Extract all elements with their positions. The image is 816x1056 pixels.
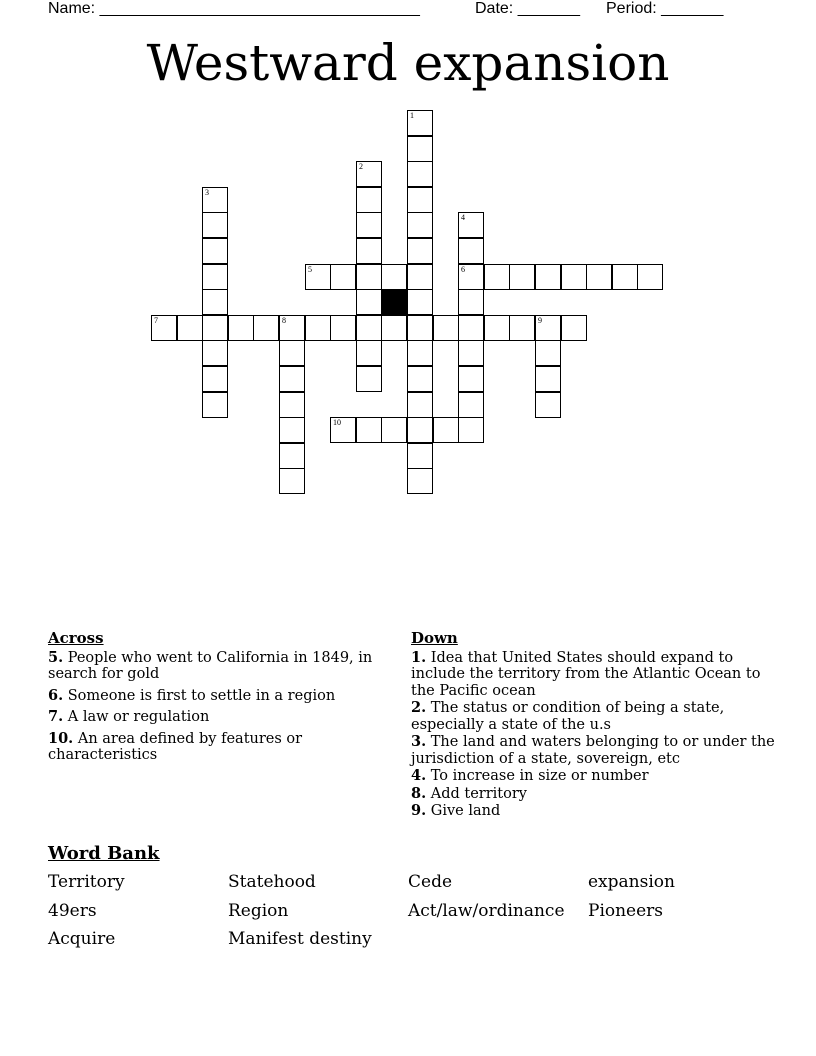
crossword-cell[interactable] — [381, 315, 407, 341]
word-bank-item: 49ers — [48, 901, 97, 921]
crossword-cell[interactable] — [305, 264, 331, 290]
clue-number: 9. — [411, 802, 427, 819]
crossword-cell[interactable] — [458, 238, 484, 264]
clue-number: 2. — [411, 699, 427, 716]
clue-text: An area defined by features or characteristics — [48, 730, 303, 763]
down-heading: Down — [411, 629, 458, 647]
word-bank-item: Pioneers — [588, 901, 664, 921]
crossword-cell[interactable] — [202, 315, 228, 341]
crossword-cell[interactable] — [330, 264, 356, 290]
clue-text: Give land — [430, 803, 501, 819]
clue-down-3 — [411, 734, 776, 767]
crossword-cell[interactable] — [407, 238, 433, 264]
clue-across-7 — [48, 709, 378, 726]
clue-down-9 — [411, 803, 776, 820]
page-title: Westward expansion — [146, 34, 670, 92]
clue-number-label: 3 — [205, 188, 209, 197]
crossword-cell[interactable] — [202, 392, 228, 418]
crossword-cell[interactable] — [407, 136, 433, 162]
clue-number-label: 5 — [308, 265, 312, 274]
crossword-cell[interactable] — [407, 161, 433, 187]
crossword-cell[interactable] — [535, 392, 561, 418]
crossword-black-cell — [381, 289, 407, 315]
crossword-grid — [0, 0, 816, 520]
crossword-cell[interactable] — [535, 315, 561, 341]
crossword-cell[interactable] — [458, 289, 484, 315]
clue-number: 3. — [411, 733, 427, 750]
crossword-cell[interactable] — [279, 443, 305, 469]
crossword-cell[interactable] — [356, 315, 382, 341]
crossword-cell[interactable] — [279, 366, 305, 392]
crossword-cell[interactable] — [279, 468, 305, 494]
crossword-cell[interactable] — [407, 443, 433, 469]
clue-number-label: 6 — [461, 265, 465, 274]
clue-text: A law or regulation — [67, 709, 210, 725]
crossword-cell[interactable] — [151, 315, 177, 341]
crossword-cell[interactable] — [279, 315, 305, 341]
clue-text: The land and waters belonging to or under the jurisdiction of a state, sovereign, etc — [411, 734, 775, 767]
clue-number-label: 1 — [410, 111, 414, 120]
clue-number-label: 8 — [282, 316, 286, 325]
crossword-cell[interactable] — [407, 264, 433, 290]
crossword-cell[interactable] — [458, 212, 484, 238]
crossword-cell[interactable] — [458, 340, 484, 366]
clue-number-label: 10 — [333, 418, 341, 427]
period-field[interactable]: Period: _______ — [606, 0, 724, 17]
crossword-cell[interactable] — [407, 340, 433, 366]
crossword-cell[interactable] — [279, 392, 305, 418]
crossword-cell[interactable] — [509, 315, 535, 341]
crossword-cell[interactable] — [458, 392, 484, 418]
down-clues — [411, 630, 776, 821]
crossword-cell[interactable] — [535, 264, 561, 290]
clue-text: The status or condition of being a state, especially a state of the u.s — [411, 700, 725, 733]
crossword-cell[interactable] — [509, 264, 535, 290]
crossword-cell[interactable] — [381, 417, 407, 443]
word-bank-item: Cede — [408, 872, 453, 892]
clue-number: 8. — [411, 784, 427, 802]
across-heading: Across — [48, 629, 104, 647]
crossword-cell[interactable] — [253, 315, 279, 341]
word-bank-item: Act/law/ordinance — [408, 901, 565, 921]
crossword-cell[interactable] — [407, 110, 433, 136]
crossword-cell[interactable] — [330, 315, 356, 341]
word-bank-heading: Word Bank — [48, 843, 160, 864]
crossword-cell[interactable] — [586, 264, 612, 290]
word-bank-item: Acquire — [48, 929, 116, 949]
crossword-cell[interactable] — [407, 468, 433, 494]
crossword-cell[interactable] — [356, 238, 382, 264]
crossword-cell[interactable] — [202, 187, 228, 213]
clue-number: 1. — [411, 648, 427, 666]
clue-number: 10. — [48, 729, 74, 747]
crossword-cell[interactable] — [279, 417, 305, 443]
crossword-cell[interactable] — [484, 264, 510, 290]
clue-text: Someone is first to settle in a region — [67, 687, 336, 704]
crossword-cell[interactable] — [458, 417, 484, 443]
date-field[interactable]: Date: _______ — [475, 0, 580, 17]
crossword-cell[interactable] — [407, 212, 433, 238]
clue-number-label: 9 — [538, 316, 542, 325]
clue-number: 4. — [411, 767, 427, 784]
clue-number-label: 2 — [359, 162, 363, 171]
crossword-cell[interactable] — [305, 315, 331, 341]
clue-number: 7. — [48, 708, 64, 725]
word-bank-item: Region — [228, 901, 289, 921]
crossword-cell[interactable] — [356, 366, 382, 392]
crossword-cell[interactable] — [458, 366, 484, 392]
crossword-cell[interactable] — [637, 264, 663, 290]
clue-down-2 — [411, 700, 776, 733]
crossword-cell[interactable] — [407, 315, 433, 341]
crossword-cell[interactable] — [356, 212, 382, 238]
clue-down-1 — [411, 650, 776, 700]
crossword-cell[interactable] — [433, 417, 459, 443]
clue-number: 6. — [48, 686, 64, 704]
clue-text: People who went to California in 1849, in search for gold — [48, 649, 373, 682]
clue-number-label: 4 — [461, 213, 465, 222]
clue-number: 5. — [48, 648, 64, 666]
crossword-cell[interactable] — [458, 264, 484, 290]
across-clues — [48, 630, 378, 769]
crossword-cell[interactable] — [356, 187, 382, 213]
crossword-cell[interactable] — [356, 417, 382, 443]
clue-across-5 — [48, 650, 378, 683]
crossword-cell[interactable] — [177, 315, 203, 341]
crossword-cell[interactable] — [433, 315, 459, 341]
crossword-cell[interactable] — [407, 417, 433, 443]
crossword-cell[interactable] — [407, 366, 433, 392]
clue-down-8 — [411, 786, 776, 803]
crossword-cell[interactable] — [202, 212, 228, 238]
word-bank-item: Territory — [48, 872, 125, 892]
clue-number-label: 7 — [154, 316, 158, 325]
crossword-cell[interactable] — [202, 238, 228, 264]
crossword-cell[interactable] — [535, 366, 561, 392]
crossword-cell[interactable] — [202, 366, 228, 392]
crossword-cell[interactable] — [356, 264, 382, 290]
name-field[interactable]: Name: ____________________________________ — [48, 0, 420, 17]
crossword-cell[interactable] — [407, 289, 433, 315]
crossword-cell[interactable] — [330, 417, 356, 443]
clue-text: To increase in size or number — [430, 768, 649, 784]
crossword-cell[interactable] — [535, 340, 561, 366]
crossword-cell[interactable] — [356, 161, 382, 187]
crossword-cell[interactable] — [561, 264, 587, 290]
crossword-cell[interactable] — [279, 340, 305, 366]
crossword-cell[interactable] — [202, 340, 228, 366]
crossword-cell[interactable] — [407, 187, 433, 213]
word-bank-item: Statehood — [228, 872, 316, 892]
crossword-cell[interactable] — [202, 264, 228, 290]
word-bank-item: expansion — [588, 872, 675, 892]
crossword-cell[interactable] — [561, 315, 587, 341]
crossword-cell[interactable] — [612, 264, 638, 290]
crossword-cell[interactable] — [484, 315, 510, 341]
crossword-cell[interactable] — [356, 289, 382, 315]
clue-text: Idea that United States should expand to include the territory from the Atlantic Ocean to the Pacific ocean — [411, 649, 761, 699]
crossword-cell[interactable] — [202, 289, 228, 315]
crossword-cell[interactable] — [381, 264, 407, 290]
clue-across-6 — [48, 688, 378, 705]
clue-text: Add territory — [430, 785, 527, 802]
clue-down-4 — [411, 768, 776, 785]
crossword-cell[interactable] — [228, 315, 254, 341]
word-bank-item: Manifest destiny — [228, 929, 372, 949]
clue-across-10 — [48, 731, 378, 764]
crossword-cell[interactable] — [407, 392, 433, 418]
crossword-cell[interactable] — [458, 315, 484, 341]
crossword-cell[interactable] — [356, 340, 382, 366]
